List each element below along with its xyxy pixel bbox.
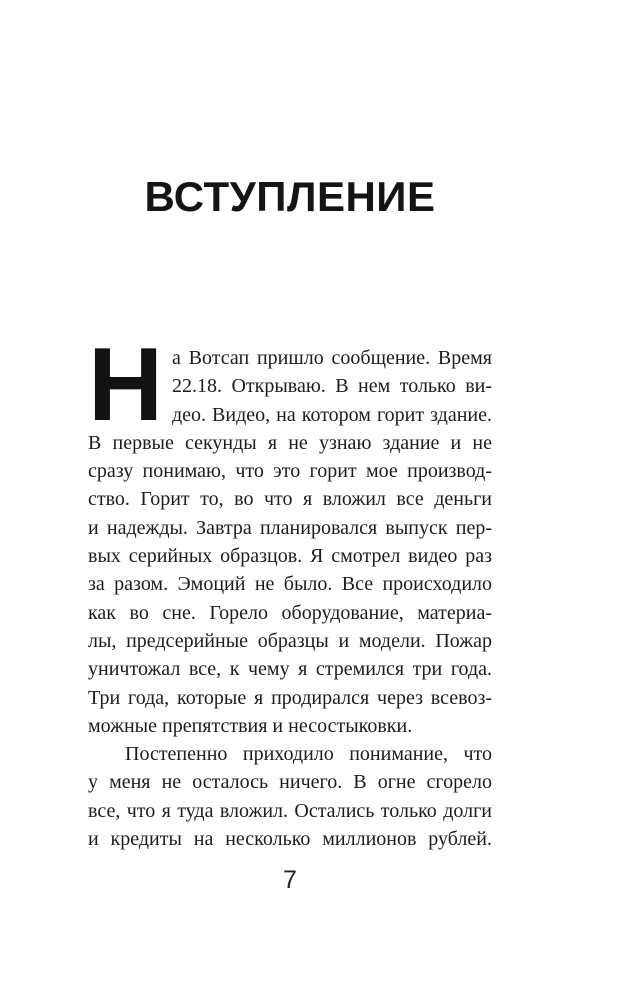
chapter-title: ВСТУПЛЕНИЕ <box>144 173 436 220</box>
paragraph-2 <box>88 740 492 853</box>
text-line: лы, предсерийные образцы и модели. Пожар <box>88 629 492 652</box>
text-line: Три года, которые я продирался через всевоз- <box>88 686 492 709</box>
text-line: за разом. Эмоций не было. Все происходило <box>88 573 492 596</box>
text-line: ство. Горит то, во что я вложил все деньги <box>88 488 492 511</box>
text-line: и надежды. Завтра планировался выпуск пер- <box>88 516 492 539</box>
text-line: сразу понимаю, что это горит мое производ- <box>88 460 492 483</box>
text-line: а Вотсап пришло сообщение. Время <box>172 347 492 369</box>
text-line: как во сне. Горело оборудование, материа- <box>88 601 492 624</box>
text-line: уничтожал все, к чему я стремился три года. <box>88 658 492 681</box>
text-line: део. Видео, на котором горит здание. <box>172 403 492 426</box>
text-line: В первые секунды я не узнаю здание и не <box>88 431 492 454</box>
text-line: Постепенно приходило понимание, что <box>125 743 492 766</box>
text-line: вых серийных образцов. Я смотрел видео раз <box>88 545 492 568</box>
drop-cap-letter: Н <box>88 327 164 443</box>
text-line: все, что я туда вложил. Остались только долги <box>88 799 492 822</box>
text-line: 22.18. Открываю. В нем только ви- <box>172 375 492 398</box>
paragraph-1 <box>88 327 492 740</box>
text-line: у меня не осталось ничего. В огне сгорело <box>88 771 492 794</box>
text-line: и кредиты на несколько миллионов рублей. <box>88 828 492 851</box>
body-text <box>88 327 492 853</box>
text-line: можные препятствия и несостыковки. <box>88 714 413 737</box>
page-number: 7 <box>283 866 297 894</box>
